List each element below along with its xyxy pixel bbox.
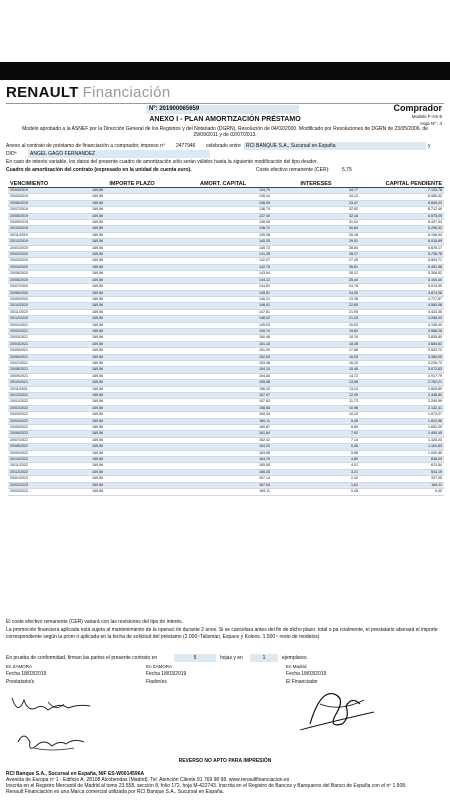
lender-signature <box>290 684 390 736</box>
cell-capital-pendiente: 5.594,71 <box>360 258 444 264</box>
copy-type: Comprador <box>393 103 442 113</box>
cell-importe: 169,56 <box>90 252 174 258</box>
cell-intereses: 33,47 <box>272 200 360 206</box>
cell-intereses: 1,62 <box>272 482 360 488</box>
cell-vencimiento: 20/11/2020 <box>8 309 90 315</box>
cell-vencimiento: 20/05/2019 <box>8 194 90 200</box>
cell-amortizacion: 155,58 <box>174 380 272 386</box>
cell-capital-pendiente: 2.762,21 <box>360 380 444 386</box>
cell-intereses: 7,92 <box>272 431 360 437</box>
cell-vencimiento: 20/01/2021 <box>8 322 90 328</box>
cell-intereses: 19,10 <box>272 335 360 341</box>
company-name: RCI Banque S.A., Sucursal en España, NIF ES-W0014596A <box>6 771 145 777</box>
cell-amortizacion: 165,55 <box>174 463 272 469</box>
cell-vencimiento: 20/03/2021 <box>8 335 90 341</box>
cell-intereses: 7,14 <box>272 437 360 443</box>
cell-amortizacion: 140,72 <box>174 245 272 251</box>
cell-capital-pendiente: 5.308,52 <box>360 271 444 277</box>
cell-vencimiento: 20/12/2020 <box>8 316 90 322</box>
cell-intereses: 18,38 <box>272 341 360 347</box>
cell-importe: 169,56 <box>90 322 174 328</box>
cell-vencimiento: 20/05/2021 <box>8 348 90 354</box>
cell-intereses: 13,24 <box>272 386 360 392</box>
cell-capital-pendiente: 1.652,09 <box>360 425 444 431</box>
cell-intereses: 28,84 <box>272 245 360 251</box>
cell-intereses: 31,51 <box>272 220 360 226</box>
cell-amortizacion: 163,20 <box>174 444 272 450</box>
cell-amortizacion: 169,11 <box>174 489 272 495</box>
cell-amortizacion: 143,44 <box>174 271 272 277</box>
cell-intereses: 26,81 <box>272 264 360 270</box>
cell-intereses: 3,21 <box>272 469 360 475</box>
cell-amortizacion: 157,83 <box>174 399 272 405</box>
cell-intereses: 13,98 <box>272 380 360 386</box>
cell-amortizacion: 145,51 <box>174 290 272 296</box>
cell-capital-pendiente: 1.164,83 <box>360 444 444 450</box>
cell-vencimiento: 20/08/2019 <box>8 213 90 219</box>
cell-amortizacion: 157,07 <box>174 393 272 399</box>
cell-vencimiento: 20/04/2021 <box>8 341 90 347</box>
cell-vencimiento: 20/10/2022 <box>8 457 90 463</box>
cell-importe: 169,56 <box>90 277 174 283</box>
cell-amortizacion: 146,21 <box>174 296 272 302</box>
second-signature <box>14 728 94 754</box>
cell-capital-pendiente: 670,54 <box>360 463 444 469</box>
place-lender: En Madrid <box>286 664 307 669</box>
cell-capital-pendiente: 1.812,96 <box>360 418 444 424</box>
cell-vencimiento: 20/06/2021 <box>8 354 90 360</box>
page-title: ANEXO I - PLAN AMORTIZACIÓN PRÉSTAMO <box>149 116 301 123</box>
cell-intereses: 16,93 <box>272 354 360 360</box>
cell-capital-pendiente: 504,19 <box>360 469 444 475</box>
document-number: Nº: 201900065659 <box>146 105 299 114</box>
celebrado-label: celebrado entre <box>206 143 241 149</box>
amortization-label: Cuadro de amortización del contrato (expresado en la unidad de cuenta euro). <box>6 167 192 173</box>
cell-importe: 169,56 <box>90 213 174 219</box>
cell-importe: 169,56 <box>90 437 174 443</box>
cell-capital-pendiente: 2.290,99 <box>360 399 444 405</box>
cell-vencimiento: 20/02/2023 <box>8 482 90 488</box>
cell-amortizacion: 167,14 <box>174 476 272 482</box>
cell-vencimiento: 20/12/2022 <box>8 469 90 475</box>
cell-importe: 169,56 <box>90 412 174 418</box>
cell-vencimiento: 20/01/2023 <box>8 476 90 482</box>
role-guarantor: Fiador/es <box>146 679 167 685</box>
cell-amortizacion: 154,84 <box>174 373 272 379</box>
cell-amortizacion: 147,61 <box>174 309 272 315</box>
cell-amortizacion: 160,87 <box>174 425 272 431</box>
cell-intereses: 34,77 <box>272 188 360 194</box>
date-guarantor: Fecha 18/03/2019 <box>146 671 187 677</box>
cell-vencimiento: 20/07/2022 <box>8 437 90 443</box>
cell-vencimiento: 20/09/2022 <box>8 450 90 456</box>
variable-interest-note: En caso de interés variable, los datos del presente cuadro de amortización sólo serán válidos hasta la siguiente modificación del tipo deudor. <box>6 159 318 165</box>
cell-importe: 169,56 <box>90 360 174 366</box>
cell-capital-pendiente: 6.985,32 <box>360 194 444 200</box>
cell-vencimiento: 20/03/2020 <box>8 258 90 264</box>
cell-importe: 169,56 <box>90 296 174 302</box>
cell-importe: 169,56 <box>90 200 174 206</box>
cell-amortizacion: 137,40 <box>174 213 272 219</box>
cell-importe: 169,56 <box>90 399 174 405</box>
cell-amortizacion: 156,32 <box>174 386 272 392</box>
cell-vencimiento: 20/01/2020 <box>8 245 90 251</box>
cell-capital-pendiente: 5.736,78 <box>360 252 444 258</box>
cell-intereses: 24,05 <box>272 290 360 296</box>
cell-intereses: 29,51 <box>272 239 360 245</box>
cell-amortizacion: 135,44 <box>174 194 272 200</box>
cell-importe: 169,56 <box>90 450 174 456</box>
amortization-table <box>8 180 444 496</box>
date-borrower: Fecha 18/03/2019 <box>6 671 47 677</box>
cell-importe: 169,56 <box>90 271 174 277</box>
cell-amortizacion: 163,98 <box>174 450 272 456</box>
cell-importe: 169,56 <box>90 393 174 399</box>
cell-capital-pendiente: 6.849,23 <box>360 200 444 206</box>
cell-amortizacion: 162,42 <box>174 437 272 443</box>
cell-importe: 169,56 <box>90 380 174 386</box>
cell-amortizacion: 148,32 <box>174 316 272 322</box>
cell-intereses: 22,65 <box>272 303 360 309</box>
cell-vencimiento: 20/11/2022 <box>8 463 90 469</box>
cell-amortizacion: 151,18 <box>174 341 272 347</box>
cell-amortizacion: 152,63 <box>174 354 272 360</box>
cell-vencimiento: 20/11/2021 <box>8 386 90 392</box>
sheet-number: Hoja Nº : 4 <box>420 121 442 126</box>
cell-intereses: 28,17 <box>272 252 360 258</box>
cell-amortizacion: 136,09 <box>174 200 272 206</box>
cell-capital-pendiente: 3.532,72 <box>360 348 444 354</box>
cell-capital-pendiente: 5.019,59 <box>360 284 444 290</box>
and-label: y <box>428 143 431 149</box>
cell-capital-pendiente: 3.226,73 <box>360 360 444 366</box>
brand-divider <box>6 103 444 104</box>
brand-sub: Financiación <box>82 84 171 101</box>
col-vencimiento: VENCIMIENTO <box>8 180 90 188</box>
cell-capital-pendiente: 3.835,80 <box>360 335 444 341</box>
borrower-signature <box>8 690 98 718</box>
cell-intereses: 9,45 <box>272 418 360 424</box>
cell-importe: 169,56 <box>90 457 174 463</box>
cell-importe: 169,56 <box>90 258 174 264</box>
cell-amortizacion: 167,94 <box>174 482 272 488</box>
cell-importe: 169,56 <box>90 226 174 232</box>
cell-importe: 169,56 <box>90 188 174 194</box>
cell-importe: 169,56 <box>90 463 174 469</box>
cell-capital-pendiente: 1.490,45 <box>360 431 444 437</box>
cell-importe: 169,56 <box>90 425 174 431</box>
cell-vencimiento: 20/02/2021 <box>8 328 90 334</box>
cell-capital-pendiente: 3.684,62 <box>360 341 444 347</box>
cell-capital-pendiente: 4.727,87 <box>360 296 444 302</box>
cell-vencimiento: 20/09/2021 <box>8 373 90 379</box>
cell-vencimiento: 20/06/2019 <box>8 200 90 206</box>
cell-amortizacion: 154,10 <box>174 367 272 373</box>
cell-vencimiento: 20/08/2022 <box>8 444 90 450</box>
cell-importe: 169,56 <box>90 489 174 495</box>
reverse-notice: REVERSO NO APTO PARA IMPRESIÓN <box>178 758 272 764</box>
cell-capital-pendiente: 5.878,17 <box>360 245 444 251</box>
role-borrower: Prestatario/s <box>6 679 35 685</box>
cell-capital-pendiente: 2.605,89 <box>360 386 444 392</box>
cell-amortizacion: 149,74 <box>174 328 272 334</box>
cell-importe: 169,56 <box>90 444 174 450</box>
cell-intereses: 24,75 <box>272 284 360 290</box>
cell-importe: 169,56 <box>90 245 174 251</box>
cell-amortizacion: 150,46 <box>174 335 272 341</box>
cell-intereses: 32,16 <box>272 213 360 219</box>
cell-capital-pendiente: 0,00 <box>360 489 444 495</box>
cell-importe: 169,56 <box>90 290 174 296</box>
cell-importe: 169,56 <box>90 316 174 322</box>
cell-capital-pendiente: 169,11 <box>360 482 444 488</box>
cell-importe: 169,56 <box>90 341 174 347</box>
cell-importe: 169,56 <box>90 207 174 213</box>
cell-intereses: 14,72 <box>272 373 360 379</box>
cell-importe: 169,56 <box>90 431 174 437</box>
cell-vencimiento: 20/10/2019 <box>8 226 90 232</box>
cell-importe: 169,56 <box>90 284 174 290</box>
company-footer <box>6 771 446 795</box>
cell-amortizacion: 140,05 <box>174 239 272 245</box>
ejemplares-text: ejemplares. <box>282 655 308 661</box>
cell-vencimiento: 20/08/2021 <box>8 367 90 373</box>
company-brand-note: Renault Financiación es una Marca comercial utilizada por RCI Banque S.A., Sucursal en España. <box>6 789 224 795</box>
company-address: Avenida de Europa nº 1 - Edificio A. 28108 Alcobendas (Madrid). Tel. Atención Cliente 91 769 98 98. www.renaultfinanciacion.es <box>6 777 290 783</box>
cell-intereses: 11,73 <box>272 399 360 405</box>
cell-amortizacion: 144,12 <box>174 277 272 283</box>
lender-field: RCI BANQUE S.A., Sucursal en España <box>244 142 426 150</box>
cell-importe: 169,56 <box>90 373 174 379</box>
cell-importe: 169,56 <box>90 194 174 200</box>
cell-amortizacion: 136,74 <box>174 207 272 213</box>
cell-vencimiento: 20/08/2020 <box>8 290 90 296</box>
place-borrower: En ZAMORA <box>6 664 33 669</box>
cell-importe: 169,56 <box>90 476 174 482</box>
cell-capital-pendiente: 4.285,03 <box>360 316 444 322</box>
role-lender: El Financiador <box>286 679 318 685</box>
cell-capital-pendiente: 4.580,96 <box>360 303 444 309</box>
cell-amortizacion: 138,72 <box>174 226 272 232</box>
model-code: Modelo F-AS-5 <box>411 114 442 119</box>
cell-amortizacion: 139,38 <box>174 232 272 238</box>
cell-importe: 169,56 <box>90 239 174 245</box>
cell-vencimiento: 20/10/2020 <box>8 303 90 309</box>
cell-intereses: 34,12 <box>272 194 360 200</box>
cell-amortizacion: 144,81 <box>174 284 272 290</box>
brand-name: RENAULT <box>6 84 79 101</box>
ejemplares-count: 1 <box>250 654 278 662</box>
cell-capital-pendiente: 7.120,78 <box>360 188 444 194</box>
cell-capital-pendiente: 6.575,09 <box>360 213 444 219</box>
cell-capital-pendiente: 2.917,79 <box>360 373 444 379</box>
cell-amortizacion: 146,91 <box>174 303 272 309</box>
cell-amortizacion: 158,58 <box>174 405 272 411</box>
cell-intereses: 26,12 <box>272 271 360 277</box>
table-header-row <box>8 180 444 188</box>
cell-intereses: 4,01 <box>272 463 360 469</box>
cell-intereses: 17,66 <box>272 348 360 354</box>
cell-intereses: 32,82 <box>272 207 360 213</box>
cell-importe: 169,56 <box>90 354 174 360</box>
renault-logo <box>6 84 170 101</box>
cell-intereses: 25,44 <box>272 277 360 283</box>
cell-vencimiento: 20/07/2020 <box>8 284 90 290</box>
cell-capital-pendiente: 2.132,41 <box>360 405 444 411</box>
company-registry: Inscrita en el Registro Mercantil de Madrid al tomo 23.558, sección 8, folio 172, hoja M-422743. Inscrita en el Registro de Bancos y Banqueros del Banco de España con el nº 1.508. <box>6 783 407 789</box>
col-capital-pendiente: CAPITAL PENDIENTE <box>360 180 444 188</box>
impreso-number: 2477946 <box>176 143 196 149</box>
cell-intereses: 21,24 <box>272 316 360 322</box>
cell-capital-pendiente: 3.072,63 <box>360 367 444 373</box>
cell-amortizacion: 166,35 <box>174 469 272 475</box>
cell-vencimiento: 20/09/2020 <box>8 296 90 302</box>
cell-amortizacion: 159,34 <box>174 412 272 418</box>
cell-intereses: 4,80 <box>272 457 360 463</box>
cell-capital-pendiente: 3.380,09 <box>360 354 444 360</box>
cell-vencimiento: 20/05/2022 <box>8 425 90 431</box>
cell-importe: 169,56 <box>90 418 174 424</box>
cell-capital-pendiente: 6.298,32 <box>360 226 444 232</box>
cell-importe: 169,56 <box>90 232 174 238</box>
table-body <box>8 188 444 496</box>
cell-amortizacion: 142,75 <box>174 264 272 270</box>
cell-importe: 169,56 <box>90 309 174 315</box>
cell-vencimiento: 20/07/2019 <box>8 207 90 213</box>
cell-importe: 169,56 <box>90 303 174 309</box>
cell-importe: 169,56 <box>90 335 174 341</box>
cell-capital-pendiente: 6.437,04 <box>360 220 444 226</box>
cell-vencimiento: 20/04/2022 <box>8 418 90 424</box>
cell-vencimiento: 20/06/2020 <box>8 277 90 283</box>
cell-capital-pendiente: 337,05 <box>360 476 444 482</box>
cell-amortizacion: 151,90 <box>174 348 272 354</box>
cell-capital-pendiente: 4.433,35 <box>360 309 444 315</box>
cell-intereses: 10,22 <box>272 412 360 418</box>
cell-amortizacion: 141,39 <box>174 252 272 258</box>
cer-note: El coste efectivo remanente (CER) variará con las revisiones del tipo de interés. <box>6 619 184 625</box>
cell-importe: 169,56 <box>90 264 174 270</box>
cell-vencimiento: 20/03/2022 <box>8 412 90 418</box>
cell-capital-pendiente: 836,09 <box>360 457 444 463</box>
cell-vencimiento: 20/12/2021 <box>8 393 90 399</box>
cell-importe: 169,56 <box>90 405 174 411</box>
cell-intereses: 12,49 <box>272 393 360 399</box>
cell-capital-pendiente: 3.986,26 <box>360 328 444 334</box>
cell-capital-pendiente: 1.973,07 <box>360 412 444 418</box>
cell-amortizacion: 142,07 <box>174 258 272 264</box>
cell-intereses: 19,82 <box>272 328 360 334</box>
cell-importe: 169,56 <box>90 367 174 373</box>
cell-vencimiento: 20/01/2022 <box>8 399 90 405</box>
cell-intereses: 15,46 <box>272 367 360 373</box>
col-amortizacion: AMORT. CAPITAL <box>174 180 272 188</box>
cell-intereses: 21,95 <box>272 309 360 315</box>
cell-amortizacion: 134,79 <box>174 188 272 194</box>
cell-capital-pendiente: 6.158,94 <box>360 232 444 238</box>
cell-capital-pendiente: 6.712,49 <box>360 207 444 213</box>
cell-intereses: 27,49 <box>272 258 360 264</box>
cell-amortizacion: 160,11 <box>174 418 272 424</box>
cell-capital-pendiente: 5.164,40 <box>360 277 444 283</box>
cell-intereses: 8,69 <box>272 425 360 431</box>
cell-vencimiento: 20/05/2020 <box>8 271 90 277</box>
promo-note: La promoción financiera aplicada está sujeta al mantenimiento de la operaci ón durante 2 anos. Si se cancelara antes del fin de dicho plazo. total o pa rcialmente, el prestatario abonará el importe correspondiente según la prom o aplicada en la fecha de solicitud del préstamo (2.000~Talisman, Espace y Koleos. 1.500~ resto de modelos) <box>6 627 438 640</box>
cell-vencimiento: 20/11/2019 <box>8 232 90 238</box>
cell-amortizacion: 164,76 <box>174 457 272 463</box>
cell-capital-pendiente: 5.451,96 <box>360 264 444 270</box>
cell-capital-pendiente: 6.018,89 <box>360 239 444 245</box>
cell-importe: 169,56 <box>90 220 174 226</box>
cell-intereses: 0,45 <box>272 489 360 495</box>
model-approval-text: Modelo aprobado a la ASNEF por la Dirección General de los Registros y del Notariado (DGRN), Resolución de 04/02/2000. Modificado por Resoluciones de DGRN de 23/05/2006, de 29/09/2011 y de 02/07/2013. <box>22 126 428 138</box>
cell-vencimiento: 20/03/2023 <box>8 489 90 495</box>
cell-vencimiento: 20/07/2021 <box>8 360 90 366</box>
cell-capital-pendiente: 1.328,03 <box>360 437 444 443</box>
client-label: D/Dª <box>6 151 17 157</box>
top-black-bar <box>0 62 450 80</box>
col-importe: IMPORTE PLAZO <box>90 180 174 188</box>
date-lender: Fecha 18/03/2019 <box>286 671 327 677</box>
cell-amortizacion: 138,05 <box>174 220 272 226</box>
prueba-text: En prueba de conformidad, firman las partes el presente contrato en <box>6 655 158 661</box>
table-row <box>8 489 444 495</box>
cer-label: Coste efectivo remanente (CER): <box>256 167 330 173</box>
cell-capital-pendiente: 2.448,82 <box>360 393 444 399</box>
cell-capital-pendiente: 1.000,85 <box>360 450 444 456</box>
cell-vencimiento: 20/09/2019 <box>8 220 90 226</box>
cell-amortizacion: 149,03 <box>174 322 272 328</box>
place-guarantor: En ZAMORA <box>146 664 173 669</box>
cell-intereses: 20,53 <box>272 322 360 328</box>
cell-amortizacion: 153,36 <box>174 360 272 366</box>
col-intereses: INTERESES <box>272 180 360 188</box>
cell-intereses: 5,58 <box>272 450 360 456</box>
cell-intereses: 30,84 <box>272 226 360 232</box>
cell-intereses: 30,18 <box>272 232 360 238</box>
cell-importe: 169,56 <box>90 348 174 354</box>
client-name-field: ANGEL GAGO FERNANDEZ <box>28 150 210 158</box>
cell-importe: 169,56 <box>90 386 174 392</box>
hojas-text: hojas y en <box>220 655 243 661</box>
cell-vencimiento: 20/02/2022 <box>8 405 90 411</box>
cell-intereses: 2,42 <box>272 476 360 482</box>
cell-intereses: 10,98 <box>272 405 360 411</box>
cell-importe: 169,56 <box>90 482 174 488</box>
hojas-count: 5 <box>174 654 216 662</box>
cell-intereses: 23,35 <box>272 296 360 302</box>
cell-importe: 169,56 <box>90 469 174 475</box>
cell-vencimiento: 20/02/2020 <box>8 252 90 258</box>
cell-vencimiento: 20/06/2022 <box>8 431 90 437</box>
cell-importe: 169,56 <box>90 328 174 334</box>
cell-vencimiento: 20/04/2020 <box>8 264 90 270</box>
cer-value: 5,75 <box>342 167 352 173</box>
cell-vencimiento: 20/12/2019 <box>8 239 90 245</box>
cell-amortizacion: 161,64 <box>174 431 272 437</box>
cell-vencimiento: 20/10/2021 <box>8 380 90 386</box>
cell-capital-pendiente: 4.136,00 <box>360 322 444 328</box>
cell-intereses: 6,36 <box>272 444 360 450</box>
cell-capital-pendiente: 4.874,08 <box>360 290 444 296</box>
cell-vencimiento: 20/04/2019 <box>8 188 90 194</box>
cell-intereses: 16,20 <box>272 360 360 366</box>
anexo-label: Anexo al contrato de préstamo de financiación a comprador, impreso nº <box>6 143 165 149</box>
